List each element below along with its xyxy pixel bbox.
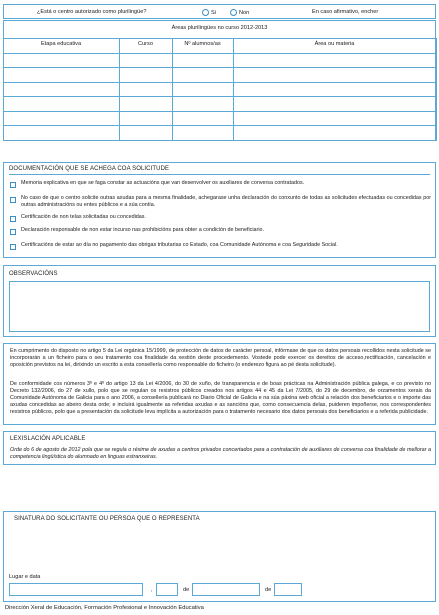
- de-label-1: de: [183, 587, 190, 593]
- footer-text: Dirección Xeral de Educación, Formación Profesional e Innovación Educativa: [5, 605, 204, 611]
- doc-item-4: Declaración responsable de non estar incurso nas prohibicións para obter a condición de beneficiario.: [21, 227, 265, 233]
- column-header-1: Etapa educativa: [40, 41, 82, 47]
- table-cell[interactable]: [233, 125, 437, 141]
- table-cell[interactable]: [3, 67, 120, 83]
- observations-heading: OBSERVACIÓNS: [9, 271, 58, 277]
- column-header-3: Nº alumnos/as: [184, 41, 221, 47]
- option-si-label: Si: [211, 9, 216, 16]
- fill-note: En caso afirmativo, encher: [312, 9, 379, 15]
- option-non[interactable]: [230, 9, 249, 17]
- observations-section: [3, 265, 436, 337]
- doc-checkbox-2[interactable]: [10, 197, 16, 203]
- table-header-cell: [119, 38, 173, 54]
- table-cell[interactable]: [119, 53, 173, 69]
- table-cell[interactable]: [172, 111, 234, 127]
- documentation-heading: DOCUMENTACIÓN QUE SE ACHEGA COA SOLICITUDE: [9, 166, 170, 172]
- table-cell[interactable]: [119, 125, 173, 141]
- table-header-cell: [3, 38, 120, 54]
- plurilingual-question-label: ¿Está o centro autorizado como plurilingüe?: [37, 9, 147, 15]
- doc-checkbox-5[interactable]: [10, 244, 16, 250]
- place-field[interactable]: [9, 583, 143, 596]
- table-cell[interactable]: [119, 111, 173, 127]
- plurilingual-question-row: [3, 4, 436, 19]
- table-cell[interactable]: [172, 125, 234, 141]
- privacy-section: [3, 343, 436, 425]
- documentation-divider: [9, 174, 430, 175]
- doc-checkbox-1[interactable]: [10, 182, 16, 188]
- table-cell[interactable]: [3, 111, 120, 127]
- option-si[interactable]: [202, 9, 216, 17]
- signature-section: [3, 511, 436, 602]
- table-cell[interactable]: [119, 82, 173, 98]
- privacy-paragraph-2: De conformidade cos números 3º e 4º do artigo 13 da Lei 4/2006, do 30 de xuño, de transparencia e de boas prácticas na Administración pública galega, e co previsto no Decreto 132/2006, do 27 de xullo, polo que se regulan os rexistros públicos creados nos artigos 44 e 45 da Lei 7/2005, do 29 de decembro, de orzamentos xerais da Comunidade Autónoma de Galicia para o ano 2006, a consellería publicará no Diario Oficial de Galicia e na súa páxina web oficial a relación dos beneficiarios e o importe das axudas concedidas ao abeiro desta orde; e incluirá igualmente as referidas axudas e as sancións que, como consecuencia delas, puideren impoñerse, nos correspondentes rexistros públicos, polo que a presentación da solicitude leva implícita a autorización para o tratamento necesario dos datos persoais dos beneficiarios e a referida publicidade.: [10, 381, 431, 415]
- radio-non[interactable]: [230, 9, 237, 16]
- table-cell[interactable]: [3, 82, 120, 98]
- day-field[interactable]: [156, 583, 178, 596]
- column-header-4: Área ou materia: [314, 41, 355, 47]
- comma-separator: ,: [151, 587, 153, 593]
- table-cell[interactable]: [233, 111, 437, 127]
- table-cell[interactable]: [172, 96, 234, 112]
- year-field[interactable]: [274, 583, 302, 596]
- table-cell[interactable]: [233, 53, 437, 69]
- signature-heading: SINATURA DO SOLICITANTE OU PERSOA QUE O REPRESENTA: [14, 516, 200, 522]
- doc-item-2: No caso de que o centro solicite outras axudas para a mesma finalidade, achegarase unha declaración do conxunto de todas as solicitudes efectuadas ou concedidas por outras administracións ou entes públicos e a súa contía.: [21, 195, 431, 208]
- doc-item-3: Certificación de non telas solicitadas ou concedidas.: [21, 214, 146, 220]
- legislation-section: [3, 431, 436, 465]
- privacy-paragraph-1: En cumprimento do disposto no artigo 5 da Lei orgánica 15/1999, de protección de datos de carácter persoal, infórmase de que os datos persoais recollidos nesta solicitude se incorporarán a un ficheiro para o seu tratamento coa finalidade da xestión deste procedemento. Vostede pode exercer os dereitos de acceso,rectificación, cancelación e oposición previstos na lei, dirixindo un escrito a esta consellería como responsable do ficheiro (o enderezo figura ao pé desta solicitude).: [10, 348, 431, 368]
- table-cell[interactable]: [233, 96, 437, 112]
- legislation-heading: LEXISLACIÓN APLICABLE: [10, 436, 86, 442]
- column-header-2: Curso: [138, 41, 153, 47]
- legislation-text: Orde do 6 de agosto de 2012 pola que se regula o réxime de axudas a centros privados concertados para a contratación de auxiliares de conversa coa finalidade de mellorar a competencia lingüística do alumnado en linguas estranxeiras.: [10, 447, 431, 460]
- areas-table-title: Áreas plurilingües no curso 2012-2013: [171, 25, 268, 31]
- table-cell[interactable]: [3, 96, 120, 112]
- table-cell[interactable]: [119, 96, 173, 112]
- option-non-label: Non: [239, 9, 250, 16]
- doc-item-5: Certificacións de estar ao día no pagamento das obrigas tributarias co Estado, coa Comunidade Autónoma e coa Seguridade Social.: [21, 242, 338, 248]
- table-cell[interactable]: [119, 67, 173, 83]
- table-cell[interactable]: [233, 67, 437, 83]
- de-label-2: de: [265, 587, 272, 593]
- table-cell[interactable]: [3, 125, 120, 141]
- month-field[interactable]: [192, 583, 260, 596]
- table-cell[interactable]: [172, 82, 234, 98]
- table-header-cell: [233, 38, 437, 54]
- table-cell[interactable]: [172, 53, 234, 69]
- table-header-cell: [172, 38, 234, 54]
- doc-item-1: Memoria explicativa en que se faga constar as actuacións que van desenvolver os auxiliares de conversa contratados.: [21, 180, 305, 186]
- documentation-section: [3, 162, 436, 258]
- radio-si[interactable]: [202, 9, 209, 16]
- table-cell[interactable]: [3, 53, 120, 69]
- table-cell[interactable]: [233, 82, 437, 98]
- place-date-label: Lugar e data: [9, 574, 41, 580]
- doc-checkbox-4[interactable]: [10, 229, 16, 235]
- observations-field[interactable]: [9, 281, 430, 332]
- table-cell[interactable]: [172, 67, 234, 83]
- doc-checkbox-3[interactable]: [10, 216, 16, 222]
